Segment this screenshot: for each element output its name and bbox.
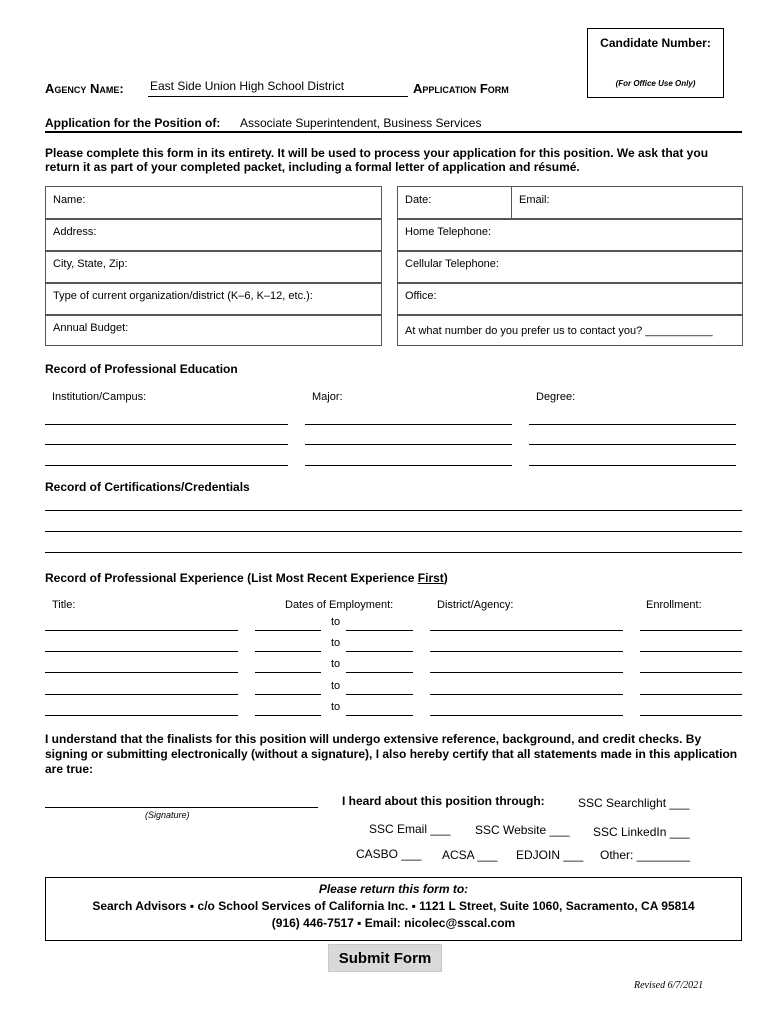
agency-name-value[interactable]: East Side Union High School District (150, 79, 345, 93)
experience-start-date-line[interactable] (255, 630, 321, 631)
position-underline (45, 131, 742, 133)
agency-name-label: Agency Name: (45, 81, 124, 96)
date-label: Date: (405, 194, 432, 206)
experience-to-label: to (331, 637, 341, 649)
heard-option-edjoin[interactable]: EDJOIN ___ (516, 848, 584, 862)
heard-option-linkedin[interactable]: SSC LinkedIn ___ (593, 825, 690, 839)
experience-col-dates: Dates of Employment: (285, 599, 394, 611)
experience-col-enrollment: Enrollment: (646, 599, 702, 611)
city-label: City, State, Zip: (53, 258, 128, 270)
education-institution-line[interactable] (45, 424, 288, 425)
experience-start-date-line[interactable] (255, 715, 321, 716)
experience-enrollment-line[interactable] (640, 715, 742, 716)
education-major-line[interactable] (305, 444, 512, 445)
org-type-field[interactable] (45, 282, 382, 316)
experience-end-date-line[interactable] (346, 672, 413, 673)
signature-label: (Signature) (145, 810, 190, 820)
return-line2: Search Advisors ▪ c/o School Services of California Inc. ▪ 1121 L Street, Suite 1060, Sacramento, CA 95814 (92, 899, 695, 913)
office-use-note: (For Office Use Only) (615, 79, 696, 88)
heard-option-acsa[interactable]: ACSA ___ (442, 848, 498, 862)
experience-title-line[interactable] (45, 651, 238, 652)
candidate-number-label: Candidate Number: (600, 36, 711, 50)
heard-option-other[interactable]: Other: ________ (600, 848, 691, 862)
address-field[interactable] (45, 218, 382, 252)
office-field[interactable] (397, 282, 743, 316)
experience-enrollment-line[interactable] (640, 651, 742, 652)
intro-text: Please complete this form in its entirety. It will be used to process your application for this position. We ask that you return it as part of your completed packet, including a formal letter of application and résumé. (45, 146, 709, 174)
experience-start-date-line[interactable] (255, 694, 321, 695)
office-label: Office: (405, 290, 437, 302)
email-label: Email: (519, 194, 550, 206)
home-phone-field[interactable] (397, 218, 743, 252)
education-major-line[interactable] (305, 465, 512, 466)
experience-district-line[interactable] (430, 715, 623, 716)
experience-col-title: Title: (52, 599, 76, 611)
certifications-title: Record of Certifications/Credentials (45, 480, 250, 494)
return-info-box (45, 877, 742, 941)
city-field[interactable] (45, 250, 382, 284)
experience-end-date-line[interactable] (346, 630, 413, 631)
heard-option-casbo[interactable]: CASBO ___ (356, 847, 422, 861)
certification-line[interactable] (45, 552, 742, 553)
education-degree-line[interactable] (529, 444, 736, 445)
heard-option-searchlight[interactable]: SSC Searchlight ___ (578, 796, 690, 810)
experience-start-date-line[interactable] (255, 651, 321, 652)
experience-start-date-line[interactable] (255, 672, 321, 673)
revised-date: Revised 6/7/2021 (634, 980, 704, 991)
return-line1: Please return this form to: (318, 882, 469, 896)
contact-pref-label: At what number do you prefer us to contact you? ___________ (405, 325, 713, 337)
signature-line[interactable] (45, 807, 318, 808)
budget-label: Annual Budget: (53, 322, 129, 334)
submit-form-button[interactable]: Submit Form (328, 944, 442, 972)
experience-col-district: District/Agency: (437, 599, 514, 611)
experience-to-label: to (331, 616, 341, 628)
application-form-title: Application Form (413, 81, 509, 96)
certification-line[interactable] (45, 510, 742, 511)
home-phone-label: Home Telephone: (405, 226, 492, 238)
name-label: Name: (53, 194, 86, 206)
cell-phone-field[interactable] (397, 250, 743, 284)
experience-district-line[interactable] (430, 694, 623, 695)
position-value[interactable]: Associate Superintendent, Business Services (240, 116, 482, 130)
experience-title-line[interactable] (45, 672, 238, 673)
experience-enrollment-line[interactable] (640, 694, 742, 695)
contact-pref-field[interactable] (397, 314, 743, 346)
education-col-degree: Degree: (536, 391, 576, 403)
experience-enrollment-line[interactable] (640, 672, 742, 673)
education-degree-line[interactable] (529, 465, 736, 466)
experience-end-date-line[interactable] (346, 694, 413, 695)
education-major-line[interactable] (305, 424, 512, 425)
heard-option-email[interactable]: SSC Email ___ (369, 822, 451, 836)
experience-enrollment-line[interactable] (640, 630, 742, 631)
experience-to-label: to (331, 680, 341, 692)
certification-line[interactable] (45, 531, 742, 532)
address-label: Address: (53, 226, 97, 238)
position-label: Application for the Position of: (45, 116, 221, 130)
education-col-institution: Institution/Campus: (52, 391, 147, 403)
email-field[interactable] (511, 186, 743, 220)
experience-title-line[interactable] (45, 630, 238, 631)
cell-phone-label: Cellular Telephone: (405, 258, 499, 270)
name-field[interactable] (45, 186, 382, 220)
experience-district-line[interactable] (430, 630, 623, 631)
experience-title (45, 571, 448, 585)
experience-title-prefix: Record of Professional Experience (List Most Recent Experience (45, 571, 418, 585)
date-field[interactable] (397, 186, 512, 220)
education-title: Record of Professional Education (45, 362, 238, 376)
experience-end-date-line[interactable] (346, 651, 413, 652)
experience-district-line[interactable] (430, 651, 623, 652)
certify-statement: I understand that the finalists for this position will undergo extensive reference, background, and credit checks. By signing or submitting electronically (without a signature), I also hereby certify that all statements made in this application are true: (45, 732, 738, 776)
experience-to-label: to (331, 658, 341, 670)
candidate-number-box[interactable] (587, 28, 724, 98)
education-institution-line[interactable] (45, 444, 288, 445)
return-line3: (916) 446-7517 ▪ Email: nicolec@sscal.com (271, 916, 516, 930)
agency-name-underline (148, 96, 408, 97)
education-institution-line[interactable] (45, 465, 288, 466)
experience-district-line[interactable] (430, 672, 623, 673)
heard-option-website[interactable]: SSC Website ___ (475, 823, 570, 837)
education-col-major: Major: (312, 391, 343, 403)
heard-label: I heard about this position through: (342, 794, 545, 808)
experience-title-line[interactable] (45, 715, 238, 716)
experience-title-suffix: ) (443, 571, 448, 585)
experience-title-line[interactable] (45, 694, 238, 695)
org-type-label: Type of current organization/district (K–6, K–12, etc.): (53, 290, 313, 302)
budget-field[interactable] (45, 314, 382, 346)
experience-title-emph: First (417, 571, 444, 585)
experience-end-date-line[interactable] (346, 715, 413, 716)
education-degree-line[interactable] (529, 424, 736, 425)
experience-to-label: to (331, 701, 341, 713)
